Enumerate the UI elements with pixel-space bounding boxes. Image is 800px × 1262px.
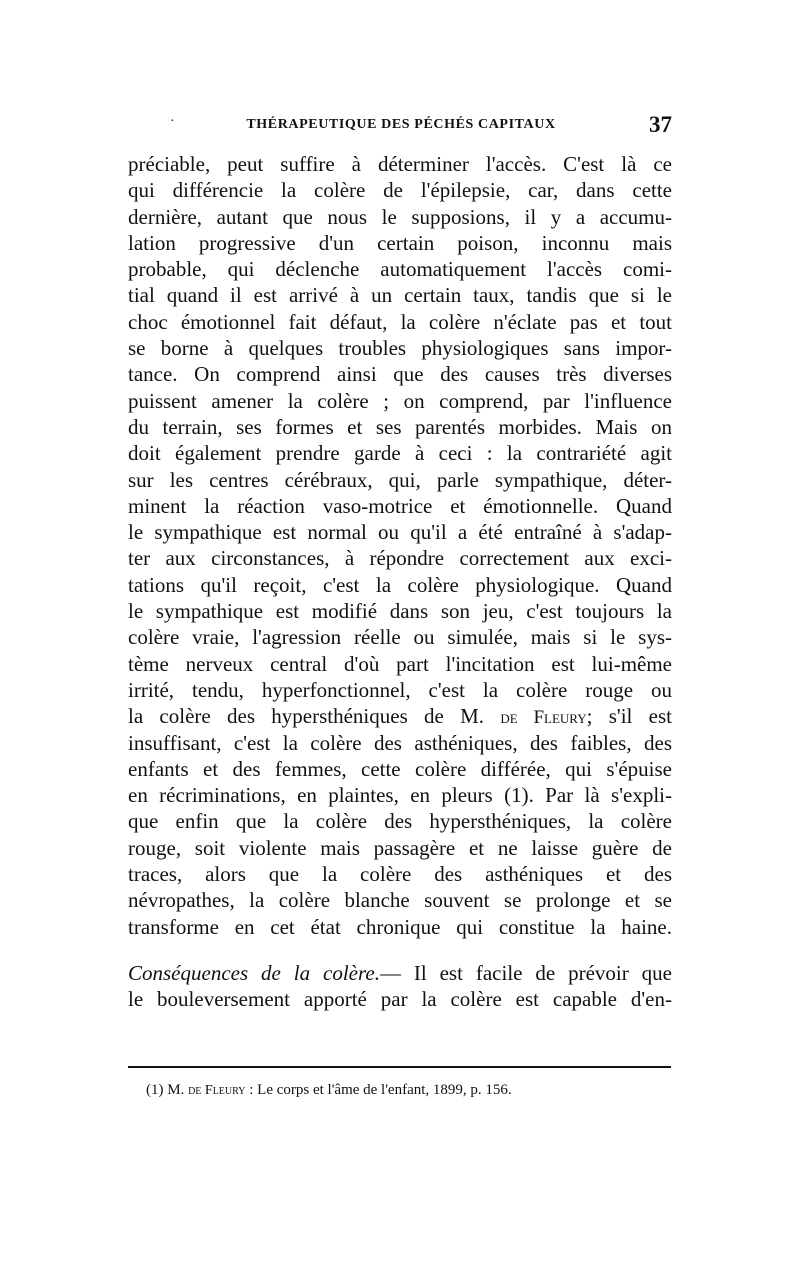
page-number: 37 xyxy=(649,112,672,137)
line-text-before-author: la colère des hypersthéniques de M. xyxy=(128,704,501,729)
text-line: tème nerveux central d'où part l'incitation est lui-même xyxy=(128,651,672,676)
text-line: minent la réaction vaso-motrice et émotionnelle. Quand xyxy=(128,493,672,518)
footnote-marker: (1) M. xyxy=(146,1082,189,1098)
text-line: ter aux circonstances, à répondre correctement aux exci- xyxy=(128,546,672,571)
running-head-title: THÉRAPEUTIQUE DES PÉCHÉS CAPITAUX xyxy=(246,117,556,132)
text-line: tations qu'il reçoit, c'est la colère physiologique. Quand xyxy=(128,572,672,597)
text-line: insuffisant, c'est la colère des asthéniques, des faibles, des xyxy=(128,730,672,755)
author-name: de Fleury xyxy=(500,707,587,729)
text-line: probable, qui déclenche automatiquement l'accès comi- xyxy=(128,257,672,282)
text-line: que enfin que la colère des hypersthéniques, la colère xyxy=(128,809,672,834)
text-line: du terrain, ses formes et ses parentés morbides. Mais on xyxy=(128,414,672,439)
text-line: le sympathique est normal ou qu'il a été entraîné à s'adap- xyxy=(128,520,672,545)
running-head-mark: · xyxy=(170,114,175,129)
heading-line-rest: — Il est facile de prévoir que xyxy=(379,960,672,985)
section-heading-line xyxy=(128,960,672,986)
text-line-with-author xyxy=(128,703,672,729)
footnote-text: : Le corps et l'âme de l'enfant, 1899, p. 156. xyxy=(245,1082,512,1098)
text-line: puissent amener la colère ; on comprend, par l'influence xyxy=(128,388,672,413)
text-line: sur les centres cérébraux, qui, parle sympathique, déter- xyxy=(128,467,672,492)
text-line: préciable, peut suffire à déterminer l'accès. C'est là ce xyxy=(128,152,672,176)
text-line: colère vraie, l'agression réelle ou simulée, mais si le sys- xyxy=(128,625,672,650)
text-line: transforme en cet état chronique qui constitue la haine. xyxy=(128,914,672,939)
section-heading: Conséquences de la colère. xyxy=(128,960,380,985)
text-line: enfants et des femmes, cette colère différée, qui s'épuise xyxy=(128,756,672,781)
text-line: qui différencie la colère de l'épilepsie, car, dans cette xyxy=(128,178,672,203)
text-line: le sympathique est modifié dans son jeu, c'est toujours la xyxy=(128,599,672,624)
paragraph-1 xyxy=(128,151,672,940)
footnote xyxy=(146,1082,512,1099)
text-line: traces, alors que la colère des asthéniques et des xyxy=(128,862,672,887)
text-line: choc émotionnel fait défaut, la colère n'éclate pas et tout xyxy=(128,309,672,334)
text-line: se borne à quelques troubles physiologiques sans impor- xyxy=(128,336,672,361)
text-line: tial quand il est arrivé à un certain taux, tandis que si le xyxy=(128,283,672,308)
text-line: le bouleversement apporté par la colère est capable d'en- xyxy=(128,987,672,1012)
text-line: lation progressive d'un certain poison, inconnu mais xyxy=(128,230,672,255)
text-line: en récriminations, en plaintes, en pleurs (1). Par là s'expli- xyxy=(128,783,672,808)
footnote-rule xyxy=(128,1066,671,1068)
text-line: tance. On comprend ainsi que des causes très diverses xyxy=(128,362,672,387)
body-text xyxy=(128,151,672,1013)
text-line: rouge, soit violente mais passagère et ne laisse guère de xyxy=(128,835,672,860)
running-head xyxy=(130,112,672,142)
footnote-author: de Fleury xyxy=(188,1083,246,1098)
text-line: dernière, autant que nous le supposions, il y a accumu- xyxy=(128,204,672,229)
text-line: névropathes, la colère blanche souvent se prolonge et se xyxy=(128,888,672,913)
line-text-after-author: ; s'il est xyxy=(586,704,672,729)
text-line: irrité, tendu, hyperfonctionnel, c'est la colère rouge ou xyxy=(128,677,672,702)
text-line: doit également prendre garde à ceci : la contrariété agit xyxy=(128,441,672,466)
paragraph-2 xyxy=(128,960,672,1013)
paragraph-gap xyxy=(128,940,672,960)
